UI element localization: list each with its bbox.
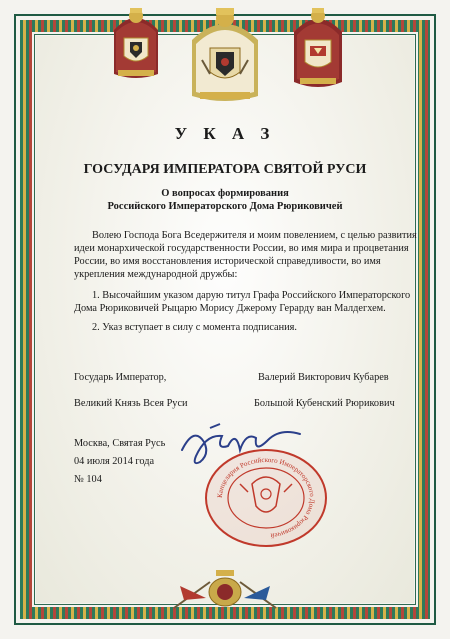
signatory-title-1: Государь Император, [74, 372, 167, 383]
place: Москва, Святая Русь [74, 438, 166, 449]
item-2: 2. Указ вступает в силу с момента подписания. [92, 322, 297, 333]
decree-title: У К А З [174, 124, 276, 143]
seal-ring-text: Канцелярия Российского Императорского Дома Рюриковичей [215, 455, 317, 540]
signatory-name-1: Валерий Викторович Кубарев [258, 372, 389, 383]
coat-of-arms-left-icon [108, 4, 164, 84]
coat-of-arms-right-icon [290, 4, 346, 94]
bottom-heraldic-emblem-icon [170, 568, 280, 617]
coat-of-arms-center-icon [188, 4, 262, 108]
intro-line-3: России, во имя восстановления исторической справедливости, во имя [74, 256, 381, 267]
official-seal-icon [202, 448, 330, 553]
emperor-title: ГОСУДАРЯ ИМПЕРАТОРА СВЯТОЙ РУСИ [83, 162, 367, 177]
decree-number: № 104 [74, 474, 102, 485]
subtitle-line-1: О вопросах формирования [161, 188, 289, 199]
date: 04 июля 2014 года [74, 456, 155, 467]
signatory-name-2: Большой Кубенский Рюрикович [254, 398, 395, 409]
subtitle-line-2: Российского Императорского Дома Рюриковичей [107, 201, 343, 212]
signatory-title-2: Великий Князь Всея Руси [74, 398, 188, 409]
intro-line-1: Волею Господа Бога Вседержителя и моим повелением, с целью развития [92, 230, 417, 241]
intro-line-4: укрепления международной дружбы: [74, 269, 238, 280]
intro-line-2: идеи монархической государственности России, во имя мира и процветания [74, 243, 409, 254]
item-1-line-1: 1. Высочайшим указом дарую титул Графа Российского Императорского [92, 290, 411, 301]
item-1-line-2: Дома Рюриковичей Рыцарю Морису Джерому Герарду ван Малдегхем. [74, 303, 386, 314]
